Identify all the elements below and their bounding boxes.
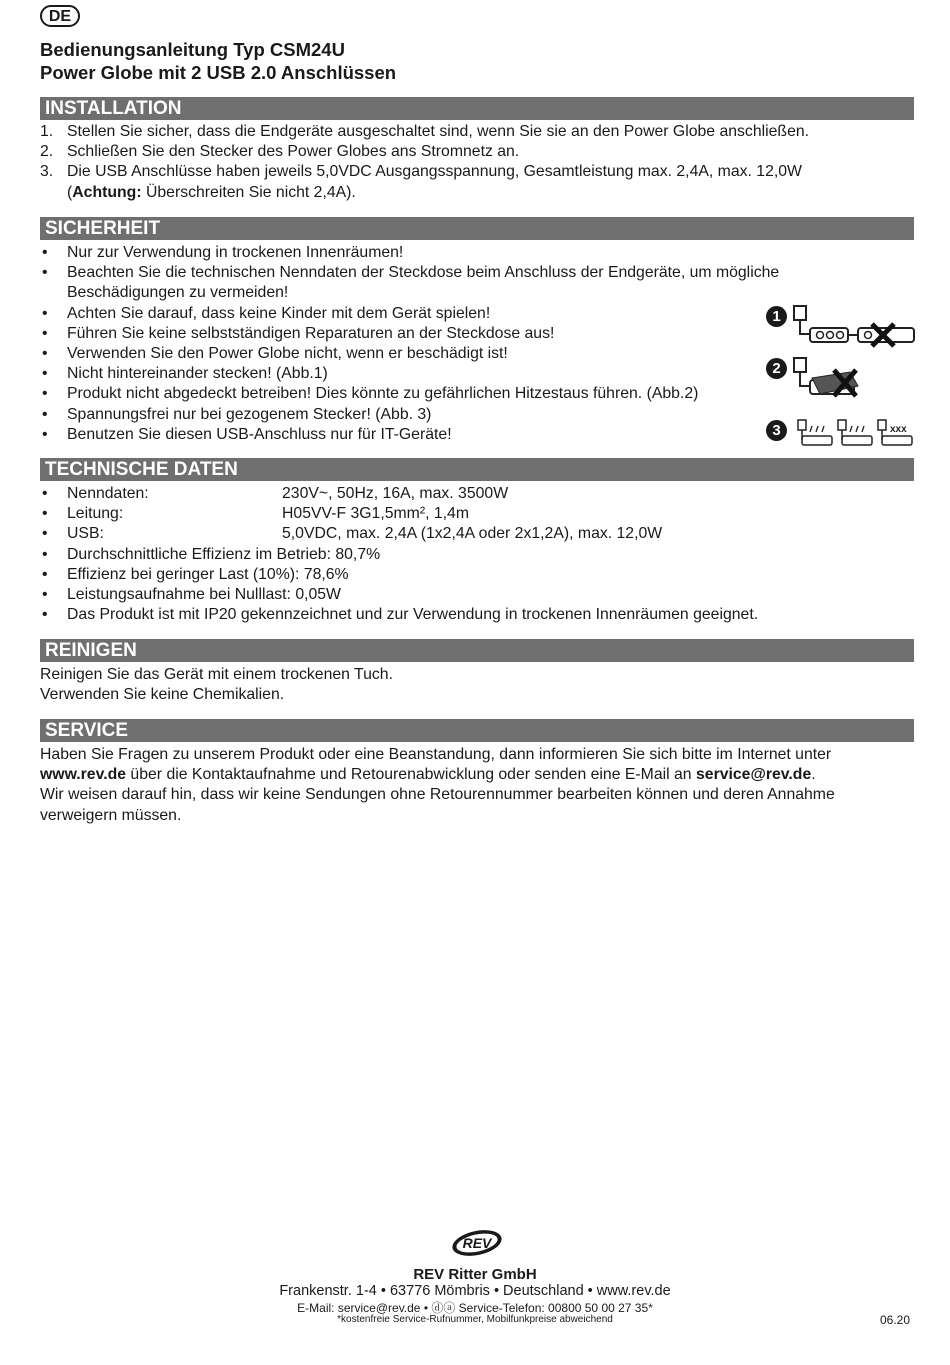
- bullet: •: [42, 545, 48, 563]
- bullet: •: [42, 324, 48, 342]
- company-address: Frankenstr. 1-4 • 63776 Mömbris • Deutschland • www.rev.de: [279, 1283, 671, 1299]
- bullet: •: [42, 565, 48, 583]
- installation-heading: INSTALLATION: [40, 97, 914, 120]
- cleaning-line-1: Reinigen Sie das Gerät mit einem trockenen Tuch.: [40, 666, 393, 683]
- technical-list: [40, 484, 914, 625]
- cleaning-text: [40, 665, 914, 705]
- warning-label: Achtung:: [72, 183, 142, 201]
- list-item-text: Achten Sie darauf, dass keine Kinder mit dem Gerät spielen!: [67, 304, 491, 322]
- bullet: •: [42, 425, 48, 443]
- list-item-text: Produkt nicht abgedeckt betreiben! Dies könnte zu gefährlichen Hitzestaus führen. (Abb.2): [67, 385, 699, 403]
- list-item: [40, 504, 914, 524]
- email-link[interactable]: service@rev.de: [696, 766, 812, 784]
- technical-heading: TECHNISCHE DATEN: [40, 458, 914, 481]
- list-item-text: Benutzen Sie diesen USB-Anschluss nur für IT-Geräte!: [67, 425, 452, 443]
- spec-value: 5,0VDC, max. 2,4A (1x2,4A oder 2x1,2A), max. 12,0W: [282, 525, 663, 543]
- service-heading: SERVICE: [40, 719, 914, 742]
- list-item: [40, 304, 760, 324]
- list-number: 2.: [40, 143, 54, 161]
- bullet: •: [42, 405, 48, 423]
- language-badge: DE: [40, 5, 80, 27]
- figure-1: [766, 304, 916, 350]
- logo-text: REV: [462, 1235, 492, 1251]
- unplugged-strips-icon: [796, 418, 916, 448]
- service-paragraph-2: Wir weisen darauf hin, dass wir keine Sendungen ohne Retourennummer bearbeiten können und deren Annahme verweigern müssen.: [40, 786, 835, 824]
- service-text-c: .: [811, 766, 816, 784]
- list-item: [40, 142, 914, 162]
- title-line-1: Bedienungsanleitung Typ CSM24U: [40, 39, 345, 60]
- covered-plug-crossed-icon: [790, 356, 918, 402]
- list-item: [40, 524, 914, 544]
- document-version: 06.20: [880, 1313, 911, 1327]
- list-item-text: Die USB Anschlüsse haben jeweils 5,0VDC Ausgangsspannung, Gesamtleistung max. 2,4A, max. 12,0W: [67, 163, 802, 181]
- list-item-text: Durchschnittliche Effizienz im Betrieb: 80,7%: [67, 545, 381, 563]
- spec-value: 230V~, 50Hz, 16A, max. 3500W: [282, 485, 509, 502]
- list-item: [40, 344, 760, 364]
- website-link[interactable]: www.rev.de: [40, 766, 127, 784]
- spec-key: Nenndaten:: [67, 485, 149, 502]
- figure-2: [766, 356, 916, 402]
- document-title: [40, 38, 396, 84]
- list-item: [40, 545, 914, 565]
- list-item: [40, 324, 760, 344]
- figure-number: 3: [766, 420, 787, 441]
- spec-value: H05VV-F 3G1,5mm², 1,4m: [282, 505, 469, 523]
- bullet: •: [42, 385, 48, 403]
- bullet: •: [42, 365, 48, 383]
- company-name: REV Ritter GmbH: [413, 1266, 537, 1283]
- list-item: [40, 243, 760, 263]
- bullet: •: [42, 505, 48, 523]
- list-item-text: Beachten Sie die technischen Nenndaten der Steckdose beim Anschluss der Endgeräte, um mögliche Beschädigungen zu vermeiden!: [67, 264, 780, 302]
- service-paragraph-1: [40, 745, 914, 785]
- bullet: •: [42, 304, 48, 322]
- spec-key: Leitung:: [67, 505, 124, 523]
- bullet: •: [42, 345, 48, 363]
- phone-disclaimer: *kostenfreie Service-Rufnummer, Mobilfunkpreise abweichend: [337, 1314, 613, 1325]
- list-item: [40, 484, 914, 504]
- list-item-text: Spannungsfrei nur bei gezogenem Stecker! (Abb. 3): [67, 405, 432, 423]
- list-item: [40, 263, 857, 303]
- service-text-a: Haben Sie Fragen zu unserem Produkt oder eine Beanstandung, dann informieren Sie sich bitte im Internet unter: [40, 746, 832, 763]
- bullet: •: [42, 586, 48, 604]
- bullet: •: [42, 485, 48, 502]
- list-item: [40, 364, 760, 384]
- list-item: [40, 122, 914, 142]
- service-text-b: über die Kontaktaufnahme und Retourenabwicklung oder senden eine E-Mail an: [126, 766, 696, 784]
- bullet: •: [42, 264, 48, 282]
- company-contact: E-Mail: service@rev.de • ⓓⓐ Service-Telefon: 00800 50 00 27 35*: [297, 1301, 653, 1315]
- safety-heading: SICHERHEIT: [40, 217, 914, 240]
- list-number: 1.: [40, 123, 54, 140]
- bullet: •: [42, 525, 48, 543]
- open-paren: (: [67, 183, 73, 201]
- title-line-2: Power Globe mit 2 USB 2.0 Anschlüssen: [40, 62, 397, 83]
- list-item: [40, 585, 914, 605]
- list-item: [40, 162, 914, 202]
- list-item: [40, 405, 760, 425]
- list-item-text: Nur zur Verwendung in trockenen Innenräumen!: [67, 244, 404, 261]
- list-item-text: Effizienz bei geringer Last (10%): 78,6%: [67, 565, 349, 583]
- list-item-text: Führen Sie keine selbstständigen Reparaturen an der Steckdose aus!: [67, 324, 555, 342]
- service-text: [40, 745, 914, 826]
- figure-3: [766, 418, 916, 448]
- list-item-text: Nicht hintereinander stecken! (Abb.1): [67, 365, 328, 383]
- figure-number: 1: [766, 306, 787, 327]
- warning-text: Überschreiten Sie nicht 2,4A).: [141, 183, 356, 201]
- bullet: •: [42, 606, 48, 624]
- list-item-text: Das Produkt ist mit IP20 gekennzeichnet und zur Verwendung in trockenen Innenräumen geeignet.: [67, 606, 759, 624]
- list-item-text: Verwenden Sie den Power Globe nicht, wenn er beschädigt ist!: [67, 345, 508, 363]
- list-item-text: Schließen Sie den Stecker des Power Globes ans Stromnetz an.: [67, 143, 520, 161]
- figure-3-xxx: xxx: [890, 424, 907, 435]
- list-item-text: Stellen Sie sicher, dass die Endgeräte ausgeschaltet sind, wenn Sie sie an den Power Globe anschließen.: [67, 123, 810, 140]
- list-number: 3.: [40, 163, 54, 181]
- chained-plugs-crossed-icon: [790, 304, 918, 350]
- list-item: [40, 605, 914, 625]
- installation-list: [40, 122, 914, 203]
- list-item: [40, 565, 914, 585]
- rev-logo: [450, 1228, 504, 1258]
- list-item: [40, 425, 760, 445]
- spec-key: USB:: [67, 525, 104, 543]
- safety-list: [40, 243, 780, 445]
- cleaning-line-2: Verwenden Sie keine Chemikalien.: [40, 686, 285, 704]
- list-item: [40, 384, 760, 404]
- bullet: •: [42, 244, 48, 261]
- figure-number: 2: [766, 358, 787, 379]
- cleaning-heading: REINIGEN: [40, 639, 914, 662]
- list-item-text: Leistungsaufnahme bei Nulllast: 0,05W: [67, 586, 341, 604]
